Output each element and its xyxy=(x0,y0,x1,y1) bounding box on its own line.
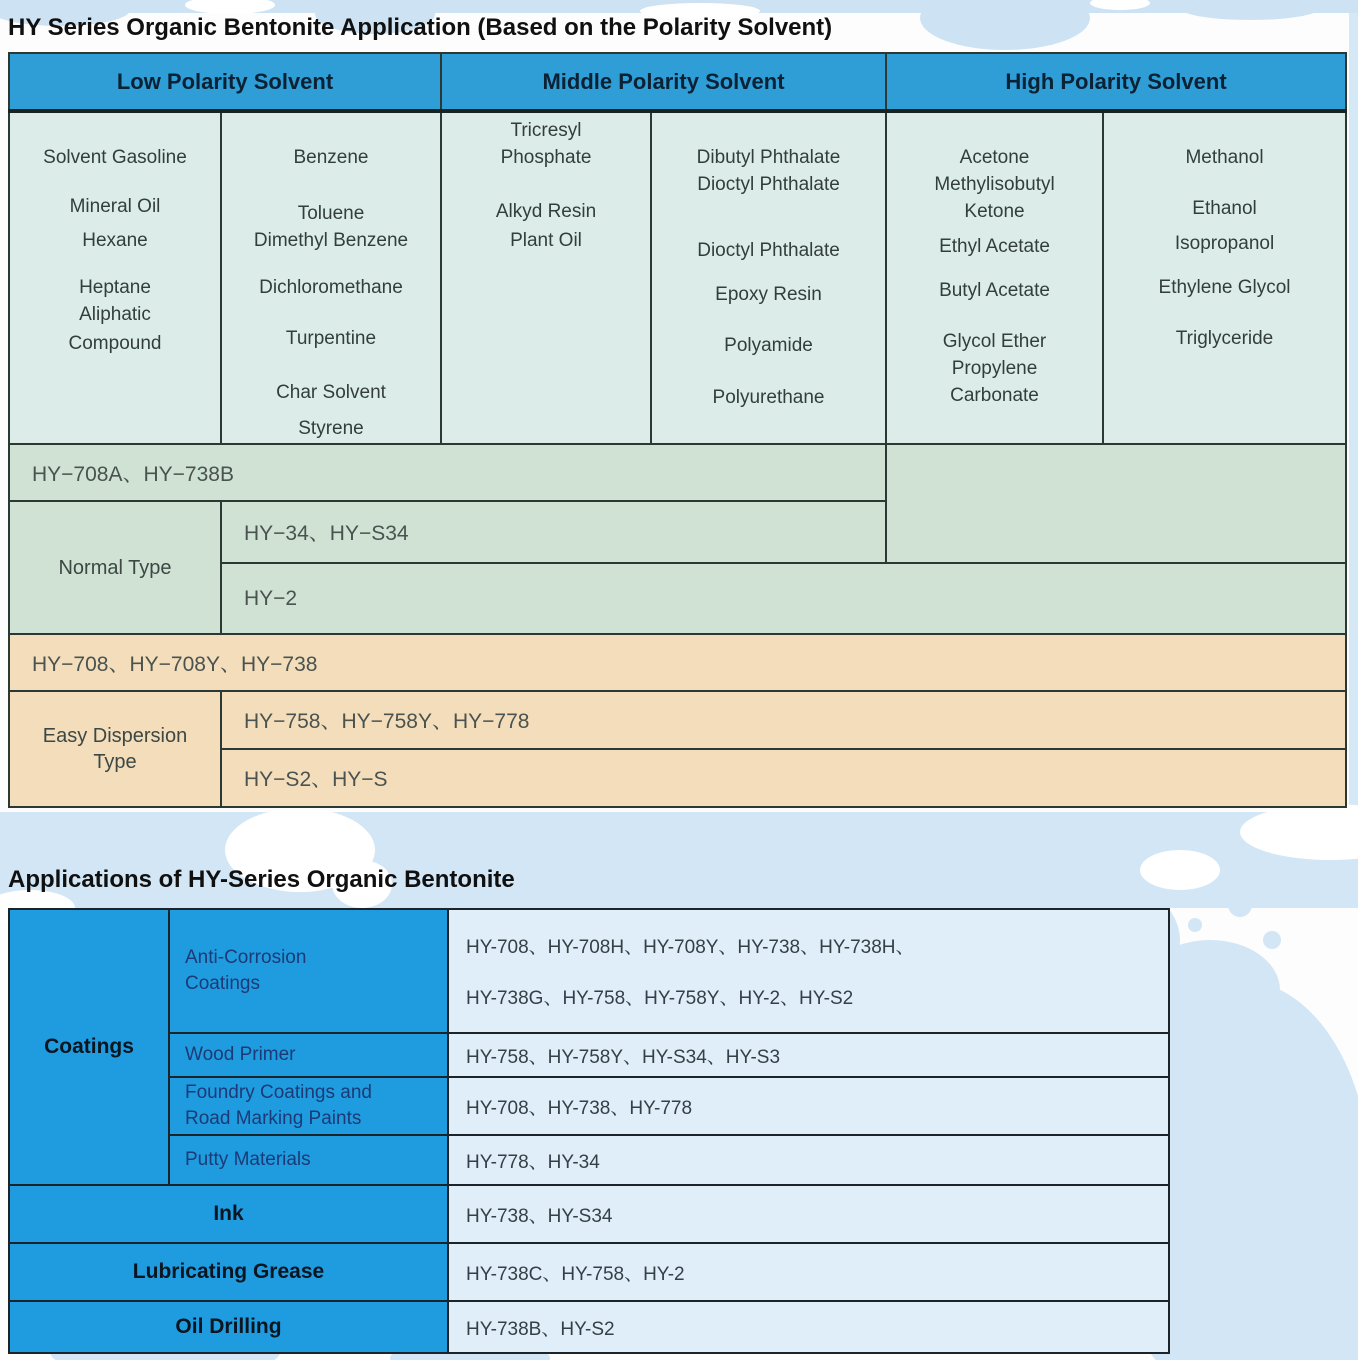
solvent-cell-low-1: Solvent Gasoline Mineral Oil Hexane Heptane Aliphatic Compound xyxy=(9,111,221,444)
products-foundry: HY-708、HY-738、HY-778 xyxy=(448,1077,1169,1135)
normal-products-2: HY−34、HY−S34 xyxy=(221,501,886,563)
row-oil-drilling xyxy=(9,1301,1169,1353)
header-low-polarity: Low Polarity Solvent xyxy=(9,53,441,111)
row-ink xyxy=(9,1185,1169,1243)
products-wood-primer: HY-758、HY-758Y、HY-S34、HY-S3 xyxy=(448,1033,1169,1077)
solvent-cell-high-1: Acetone Methylisobutyl Ketone Ethyl Acetate Butyl Acetate Glycol Ether Propylene Carbonate xyxy=(886,111,1103,444)
use-anti-corrosion: Anti-Corrosion Coatings xyxy=(169,909,448,1033)
row-anti-corrosion xyxy=(9,909,1169,1033)
dispersion-products-3: HY−S2、HY−S xyxy=(221,749,1346,807)
coatings-category-label: Coatings xyxy=(9,909,169,1185)
empty-high-polarity-cell xyxy=(886,444,1346,563)
normal-products-1: HY−708A、HY−738B xyxy=(9,444,886,501)
solvent-cell-high-2: Methanol Ethanol Isopropanol Ethylene Glycol Triglyceride xyxy=(1103,111,1346,444)
normal-products-3: HY−2 xyxy=(221,563,1346,634)
table1-row-708 xyxy=(9,634,1346,691)
products-oil-drilling: HY-738B、HY-S2 xyxy=(448,1301,1169,1353)
table1-row-758 xyxy=(9,691,1346,749)
table1-solvent-row xyxy=(9,111,1346,444)
easy-dispersion-label: Easy Dispersion Type xyxy=(9,691,221,807)
row-putty xyxy=(9,1135,1169,1185)
oil-drilling-category-label: Oil Drilling xyxy=(9,1301,448,1353)
solvent-cell-low-2: Benzene Toluene Dimethyl Benzene Dichloromethane Turpentine Char Solvent Styrene xyxy=(221,111,441,444)
products-lubricating-grease: HY-738C、HY-758、HY-2 xyxy=(448,1243,1169,1301)
normal-type-label: Normal Type xyxy=(9,501,221,634)
row-lubricating-grease xyxy=(9,1243,1169,1301)
polarity-solvent-table xyxy=(8,52,1347,808)
applications-table xyxy=(8,908,1170,1354)
use-foundry: Foundry Coatings and Road Marking Paints xyxy=(169,1077,448,1135)
row-foundry xyxy=(9,1077,1169,1135)
header-middle-polarity: Middle Polarity Solvent xyxy=(441,53,886,111)
solvent-cell-middle-2: Dibutyl Phthalate Dioctyl Phthalate Dioctyl Phthalate Epoxy Resin Polyamide Polyurethane xyxy=(651,111,886,444)
table1-header-row xyxy=(9,53,1346,111)
table2-title: Applications of HY-Series Organic Bentonite xyxy=(8,866,515,893)
ink-category-label: Ink xyxy=(9,1185,448,1243)
lubricating-grease-category-label: Lubricating Grease xyxy=(9,1243,448,1301)
solvent-cell-middle-1: Tricresyl Phosphate Alkyd Resin Plant Oil xyxy=(441,111,651,444)
table1-title: HY Series Organic Bentonite Application (Based on the Polarity Solvent) xyxy=(8,14,833,41)
dispersion-products-2: HY−758、HY−758Y、HY−778 xyxy=(221,691,1346,749)
dispersion-products-1: HY−708、HY−708Y、HY−738 xyxy=(9,634,1346,691)
products-anti-corrosion: HY-708、HY-708H、HY-708Y、HY-738、HY-738H、 HY-738G、HY-758、HY-758Y、HY-2、HY-S2 xyxy=(448,909,1169,1033)
header-high-polarity: High Polarity Solvent xyxy=(886,53,1346,111)
products-putty: HY-778、HY-34 xyxy=(448,1135,1169,1185)
products-ink: HY-738、HY-S34 xyxy=(448,1185,1169,1243)
use-wood-primer: Wood Primer xyxy=(169,1033,448,1077)
use-putty: Putty Materials xyxy=(169,1135,448,1185)
table1-row-708a xyxy=(9,444,1346,501)
row-wood-primer xyxy=(9,1033,1169,1077)
